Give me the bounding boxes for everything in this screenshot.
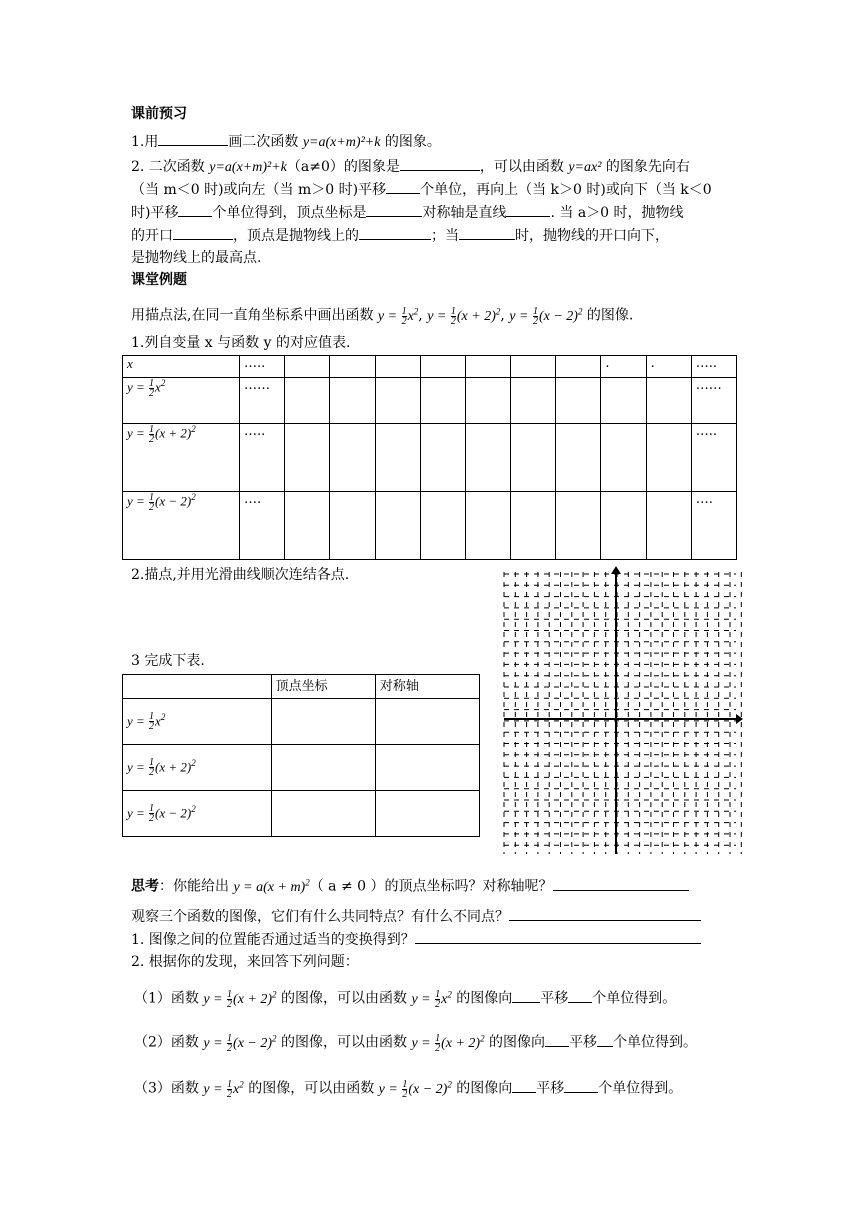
question-2: 2. 根据你的发现，来回答下列问题： <box>131 954 359 970</box>
sub-func: y = $\frac{1}{2}$ $(x - 2)^2$ <box>378 1078 452 1100</box>
sub-text: 的图像向 <box>451 990 513 1007</box>
question-1-blank[interactable] <box>415 929 701 944</box>
table-cell: …. <box>240 492 285 560</box>
table-cell[interactable] <box>420 378 465 424</box>
sub-func: y = $\frac{1}{2}$ $(x + 2)^2$ <box>411 1032 485 1054</box>
think-line <box>131 872 689 898</box>
preview-q1 <box>131 131 441 153</box>
x-header: x <box>123 356 240 378</box>
table-cell[interactable] <box>646 378 691 424</box>
think-label: 思考 <box>131 878 159 895</box>
intro-func-2: y = $\frac{1}{2}$ $(x + 2)^2$ <box>427 305 501 327</box>
preview-q2-line2 <box>131 179 712 200</box>
table-row <box>123 791 480 837</box>
units-blank[interactable] <box>568 988 592 1003</box>
vertex-cell[interactable] <box>271 791 375 837</box>
table-cell[interactable] <box>465 378 510 424</box>
table-cell[interactable] <box>601 424 646 492</box>
table-cell[interactable] <box>285 356 330 378</box>
table-cell[interactable] <box>420 492 465 560</box>
preview-q2-line4 <box>131 225 669 246</box>
table-cell[interactable] <box>465 492 510 560</box>
table-cell[interactable] <box>330 356 375 378</box>
table-cell[interactable] <box>556 378 601 424</box>
example-intro: 用描点法,在同一直角坐标系中画出函数 y = $\frac{1}{2}$ $x^2$, y = $\frac{1}{2}$ $(x + 2)^2$, y = $\frac{1}{2}$ $(x - 2)^2$ 的图像. <box>131 305 634 327</box>
table-cell[interactable] <box>375 356 420 378</box>
q2-text: ；当 <box>431 228 459 244</box>
q2-text: 对称轴是直线 <box>422 205 507 221</box>
table-cell[interactable] <box>556 424 601 492</box>
x-axis-arrow-icon <box>736 714 743 724</box>
sub-func: y = $\frac{1}{2}$ $x^2$ <box>203 1078 244 1100</box>
q2-text: 个单位得到，顶点坐标是 <box>212 205 367 221</box>
q2-blank-opening[interactable] <box>173 225 233 240</box>
preview-q2-line3 <box>131 202 684 223</box>
table-cell[interactable] <box>330 492 375 560</box>
sub-text: 的图像，可以由函数 <box>243 1080 379 1097</box>
step2-text: 2.描点,并用光滑曲线顺次连结各点. <box>131 567 350 583</box>
direction-blank[interactable] <box>512 1078 536 1093</box>
table-cell[interactable] <box>420 356 465 378</box>
sub-func: y = $\frac{1}{2}$ $x^2$ <box>411 988 452 1010</box>
table-cell[interactable] <box>330 424 375 492</box>
step1-text: 1.列自变量 x 与函数 y 的对应值表. <box>131 335 351 351</box>
table-cell[interactable] <box>511 356 556 378</box>
q1-formula: y=a(x+m)²+k <box>302 135 381 150</box>
preview-q2-line5: 是抛物线上的最高点. <box>131 250 262 266</box>
vertex-cell[interactable] <box>271 745 375 791</box>
q2-text: 的开口 <box>131 228 173 244</box>
table-cell[interactable] <box>330 378 375 424</box>
table-cell: …… <box>240 378 285 424</box>
table-cell: . <box>601 356 646 378</box>
direction-blank[interactable] <box>512 988 540 1003</box>
sub-text: 个单位得到。 <box>592 990 677 1007</box>
axis-cell[interactable] <box>375 791 479 837</box>
sub-func: y = $\frac{1}{2}$ $(x + 2)^2$ <box>203 988 277 1010</box>
table-cell: ….. <box>691 356 736 378</box>
table-cell[interactable] <box>556 492 601 560</box>
table-cell: ….. <box>240 356 285 378</box>
units-blank[interactable] <box>597 1032 613 1047</box>
preview-q2-line1 <box>131 156 690 178</box>
table-cell[interactable] <box>646 424 691 492</box>
table-cell[interactable] <box>375 378 420 424</box>
table-cell: ….. <box>691 424 736 492</box>
question-1 <box>131 929 701 950</box>
q2-text: 2. 二次函数 <box>131 159 210 175</box>
sub-text: 平移 <box>540 990 569 1007</box>
table-cell: ….. <box>240 424 285 492</box>
axis-cell[interactable] <box>375 699 479 745</box>
sub-text: 平移 <box>536 1080 565 1097</box>
row-label-f2: y = $\frac{1}{2}$ $(x + 2)^2$ <box>123 424 240 492</box>
sub-text: 个单位得到。 <box>598 1080 683 1097</box>
intro-func-1: y = $\frac{1}{2}$ $x^2$ <box>377 305 419 327</box>
axis-header: 对称轴 <box>375 675 479 699</box>
think-formula: $y = a(x + m)^2$ <box>233 877 310 895</box>
table-cell: …. <box>691 492 736 560</box>
q2-blank-shift-x[interactable] <box>386 179 420 194</box>
q1-blank[interactable] <box>158 131 228 146</box>
table-row <box>123 675 480 699</box>
table-cell[interactable] <box>285 378 330 424</box>
q1-text-a: 1.用 <box>131 134 159 150</box>
q2-text: （当 m＜0 时)或向左（当 m＞0 时)平移 <box>131 182 387 198</box>
q2-blank-shift-y[interactable] <box>178 202 212 217</box>
vertex-cell[interactable] <box>271 699 375 745</box>
q2-blank-lowest[interactable] <box>359 225 431 240</box>
q2-formula: y=a(x+m)²+k <box>209 160 287 175</box>
table-row <box>123 378 737 424</box>
q2-text: . 当 a＞0 时，抛物线 <box>550 205 684 221</box>
table-cell[interactable] <box>465 356 510 378</box>
sub-text: 的图像向 <box>484 1034 546 1051</box>
units-blank[interactable] <box>564 1078 598 1093</box>
sub-question-2 <box>134 1028 697 1054</box>
observe-line <box>131 906 701 927</box>
think-text: ：你能给出 <box>159 878 234 895</box>
q2-text: 时)平移 <box>131 205 179 221</box>
sub-text: 个单位得到。 <box>613 1034 698 1051</box>
y-axis-arrow-icon <box>611 566 621 574</box>
sub-text: （1）函数 <box>134 990 204 1007</box>
table-cell <box>123 675 272 699</box>
q2-blank-vertex[interactable] <box>366 202 422 217</box>
think-text: （ a ≠ 0 ）的顶点坐标吗？对称轴呢？ <box>309 878 553 895</box>
direction-blank[interactable] <box>545 1032 569 1047</box>
sub-text: 的图像，可以由函数 <box>276 1034 412 1051</box>
q2-blank-condition[interactable] <box>459 225 515 240</box>
sub-text: （3）函数 <box>134 1080 204 1097</box>
table-row <box>123 356 737 378</box>
table-cell[interactable] <box>420 424 465 492</box>
q1-text-c: 的图象。 <box>380 134 441 150</box>
table-cell[interactable] <box>375 424 420 492</box>
table-cell[interactable] <box>465 424 510 492</box>
summary-table <box>122 674 480 837</box>
q2-text: 时，抛物线的开口向下， <box>515 228 669 244</box>
example-heading: 课堂例题 <box>131 272 187 288</box>
table-row <box>123 424 737 492</box>
intro-text: 用描点法,在同一直角坐标系中画出函数 <box>131 307 378 324</box>
table-cell: …… <box>691 378 736 424</box>
preview-heading: 课前预习 <box>131 106 187 122</box>
intro-text: 的图像. <box>586 307 634 324</box>
table-row <box>123 745 480 791</box>
table-cell: . <box>646 356 691 378</box>
q2-base-formula: y=ax² <box>568 160 602 175</box>
value-table <box>122 355 737 560</box>
table-cell[interactable] <box>375 492 420 560</box>
sub-func: y = $\frac{1}{2}$ $(x - 2)^2$ <box>203 1032 277 1054</box>
think-answer-blank[interactable] <box>553 876 689 891</box>
q2-text: 的图象先向右 <box>601 159 690 175</box>
table-cell[interactable] <box>601 378 646 424</box>
table-cell[interactable] <box>511 424 556 492</box>
sub-text: 的图像向 <box>451 1080 513 1097</box>
table-row <box>123 699 480 745</box>
coordinate-grid[interactable] <box>498 566 743 856</box>
step3-text: 3 完成下表. <box>131 653 205 669</box>
q2-blank-axis[interactable] <box>506 202 550 217</box>
q1-text-b: 画二次函数 <box>228 134 303 150</box>
table-cell[interactable] <box>511 378 556 424</box>
q2-text: ，可以由函数 <box>479 159 569 175</box>
table-row <box>123 492 737 560</box>
row-label-f3: y = $\frac{1}{2}$ $(x - 2)^2$ <box>123 791 272 837</box>
row-label-f2: y = $\frac{1}{2}$ $(x + 2)^2$ <box>123 745 272 791</box>
q2-text: （a≠0）的图象是 <box>286 159 400 175</box>
sub-question-3 <box>134 1074 682 1100</box>
table-cell[interactable] <box>511 492 556 560</box>
table-cell[interactable] <box>601 492 646 560</box>
row-label-f1: y = $\frac{1}{2}$ $x^2$ <box>123 699 272 745</box>
observe-text: 观察三个函数的图像，它们有什么共同特点？有什么不同点？ <box>131 909 509 925</box>
table-cell[interactable] <box>556 356 601 378</box>
sub-text: 的图像，可以由函数 <box>276 990 412 1007</box>
observe-answer-blank[interactable] <box>509 906 701 921</box>
q2-text: ，顶点是抛物线上的 <box>233 228 359 244</box>
intro-func-3: y = $\frac{1}{2}$ $(x - 2)^2$ <box>509 305 583 327</box>
question-1-text: 1. 图像之间的位置能否通过适当的变换得到？ <box>131 932 415 948</box>
axis-cell[interactable] <box>375 745 479 791</box>
sub-question-1 <box>134 984 676 1010</box>
vertex-header: 顶点坐标 <box>271 675 375 699</box>
table-cell[interactable] <box>285 424 330 492</box>
sub-text: （2）函数 <box>134 1034 204 1051</box>
table-cell[interactable] <box>646 492 691 560</box>
q2-text: 个单位，再向上（当 k＞0 时)或向下（当 k＜0 <box>420 182 712 198</box>
q2-blank-graph[interactable] <box>400 156 480 171</box>
sub-text: 平移 <box>569 1034 598 1051</box>
row-label-f3: y = $\frac{1}{2}$ $(x - 2)^2$ <box>123 492 240 560</box>
table-cell[interactable] <box>285 492 330 560</box>
row-label-f1: y = $\frac{1}{2}$ $x^2$ <box>123 378 240 424</box>
